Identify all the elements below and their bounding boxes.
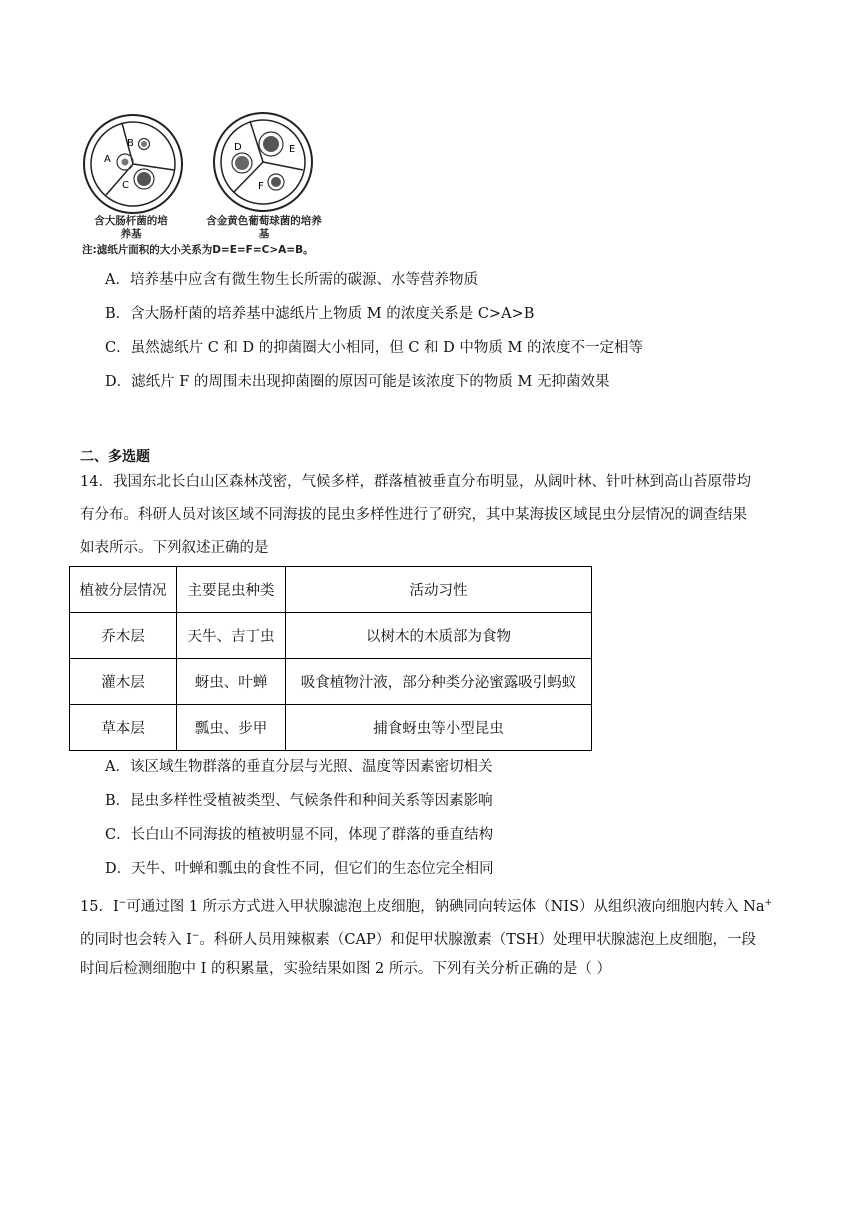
q14-option-a: A．该区域生物群落的垂直分层与光照、温度等因素密切相关: [105, 759, 493, 775]
table-cell: 灌木层: [70, 659, 177, 705]
table-cell: 乔木层: [70, 613, 177, 659]
q14-stem-line-1: 14．我国东北长白山区森林茂密，气候多样，群落植被垂直分布明显，从阔叶林、针叶林到高山苔原带均: [80, 474, 751, 490]
q14-stem-line-2: 有分布。科研人员对该区域不同海拔的昆虫多样性进行了研究，其中某海拔区域昆虫分层情况的调查结果: [80, 507, 747, 523]
figure-note: 注:滤纸片面积的大小关系为D=E=F=C>A=B。: [82, 244, 314, 256]
label-d: D: [234, 142, 242, 153]
q14-option-c: C．长白山不同海拔的植被明显不同，体现了群落的垂直结构: [105, 827, 494, 843]
table-cell: 蚜虫、叶蝉: [177, 659, 286, 705]
table-cell: 吸食植物汁液，部分种类分泌蜜露吸引蚂蚁: [286, 659, 592, 705]
table-header-cell: 植被分层情况: [70, 567, 177, 613]
q13-option-b: B．含大肠杆菌的培养基中滤纸片上物质 M 的浓度关系是 C>A>B: [105, 306, 535, 322]
table-cell: 捕食蚜虫等小型昆虫: [286, 705, 592, 751]
petri-dish-figure: [82, 112, 342, 257]
q13-option-c: C．虽然滤纸片 C 和 D 的抑菌圈大小相同，但 C 和 D 中物质 M 的浓度不一定相等: [105, 340, 643, 356]
right-petri-dish: [214, 113, 312, 211]
q15-stem-line-3: 时间后检测细胞中 I 的积累量，实验结果如图 2 所示。下列有关分析正确的是（ ）: [80, 961, 611, 977]
table-cell: 以树木的木质部为食物: [286, 613, 592, 659]
left-dish-caption: 含大肠杆菌的培养基: [94, 215, 168, 240]
label-c: C: [122, 180, 129, 191]
table-header-cell: 活动习性: [286, 567, 592, 613]
section-title: 二、多选题: [80, 449, 150, 465]
q14-option-b: B．昆虫多样性受植被类型、气候条件和种间关系等因素影响: [105, 793, 493, 809]
table-cell: 草本层: [70, 705, 177, 751]
q13-option-a: A．培养基中应含有微生物生长所需的碳源、水等营养物质: [105, 272, 478, 288]
q15-stem-line-2: 的同时也会转入 I−。科研人员用辣椒素（CAP）和促甲状腺激素（TSH）处理甲状腺滤泡上皮细胞，一段: [80, 931, 756, 948]
label-e: E: [289, 144, 296, 155]
right-dish-caption: 含金黄色葡萄球菌的培养基: [206, 215, 322, 240]
table-header-cell: 主要昆虫种类: [177, 567, 286, 613]
table-header-row: [70, 567, 592, 613]
q13-option-d: D．滤纸片 F 的周围未出现抑菌圈的原因可能是该浓度下的物质 M 无抑菌效果: [105, 374, 610, 390]
table-cell: 瓢虫、步甲: [177, 705, 286, 751]
label-b: B: [127, 138, 134, 149]
q14-option-d: D．天牛、叶蝉和瓢虫的食性不同，但它们的生态位完全相同: [105, 861, 494, 877]
table-row: [70, 613, 592, 659]
q14-stem-line-3: 如表所示。下列叙述正确的是: [80, 540, 269, 556]
table-cell: 天牛、吉丁虫: [177, 613, 286, 659]
table-row: [70, 659, 592, 705]
table-row: [70, 705, 592, 751]
q15-stem-line-1: 15．I−可通过图 1 所示方式进入甲状腺滤泡上皮细胞，钠碘同向转运体（NIS）从组织液向细胞内转入 Na+: [80, 898, 773, 915]
left-petri-dish: [84, 115, 182, 213]
insect-stratification-table: [69, 566, 592, 751]
label-a: A: [104, 154, 111, 165]
label-f: F: [258, 181, 264, 192]
